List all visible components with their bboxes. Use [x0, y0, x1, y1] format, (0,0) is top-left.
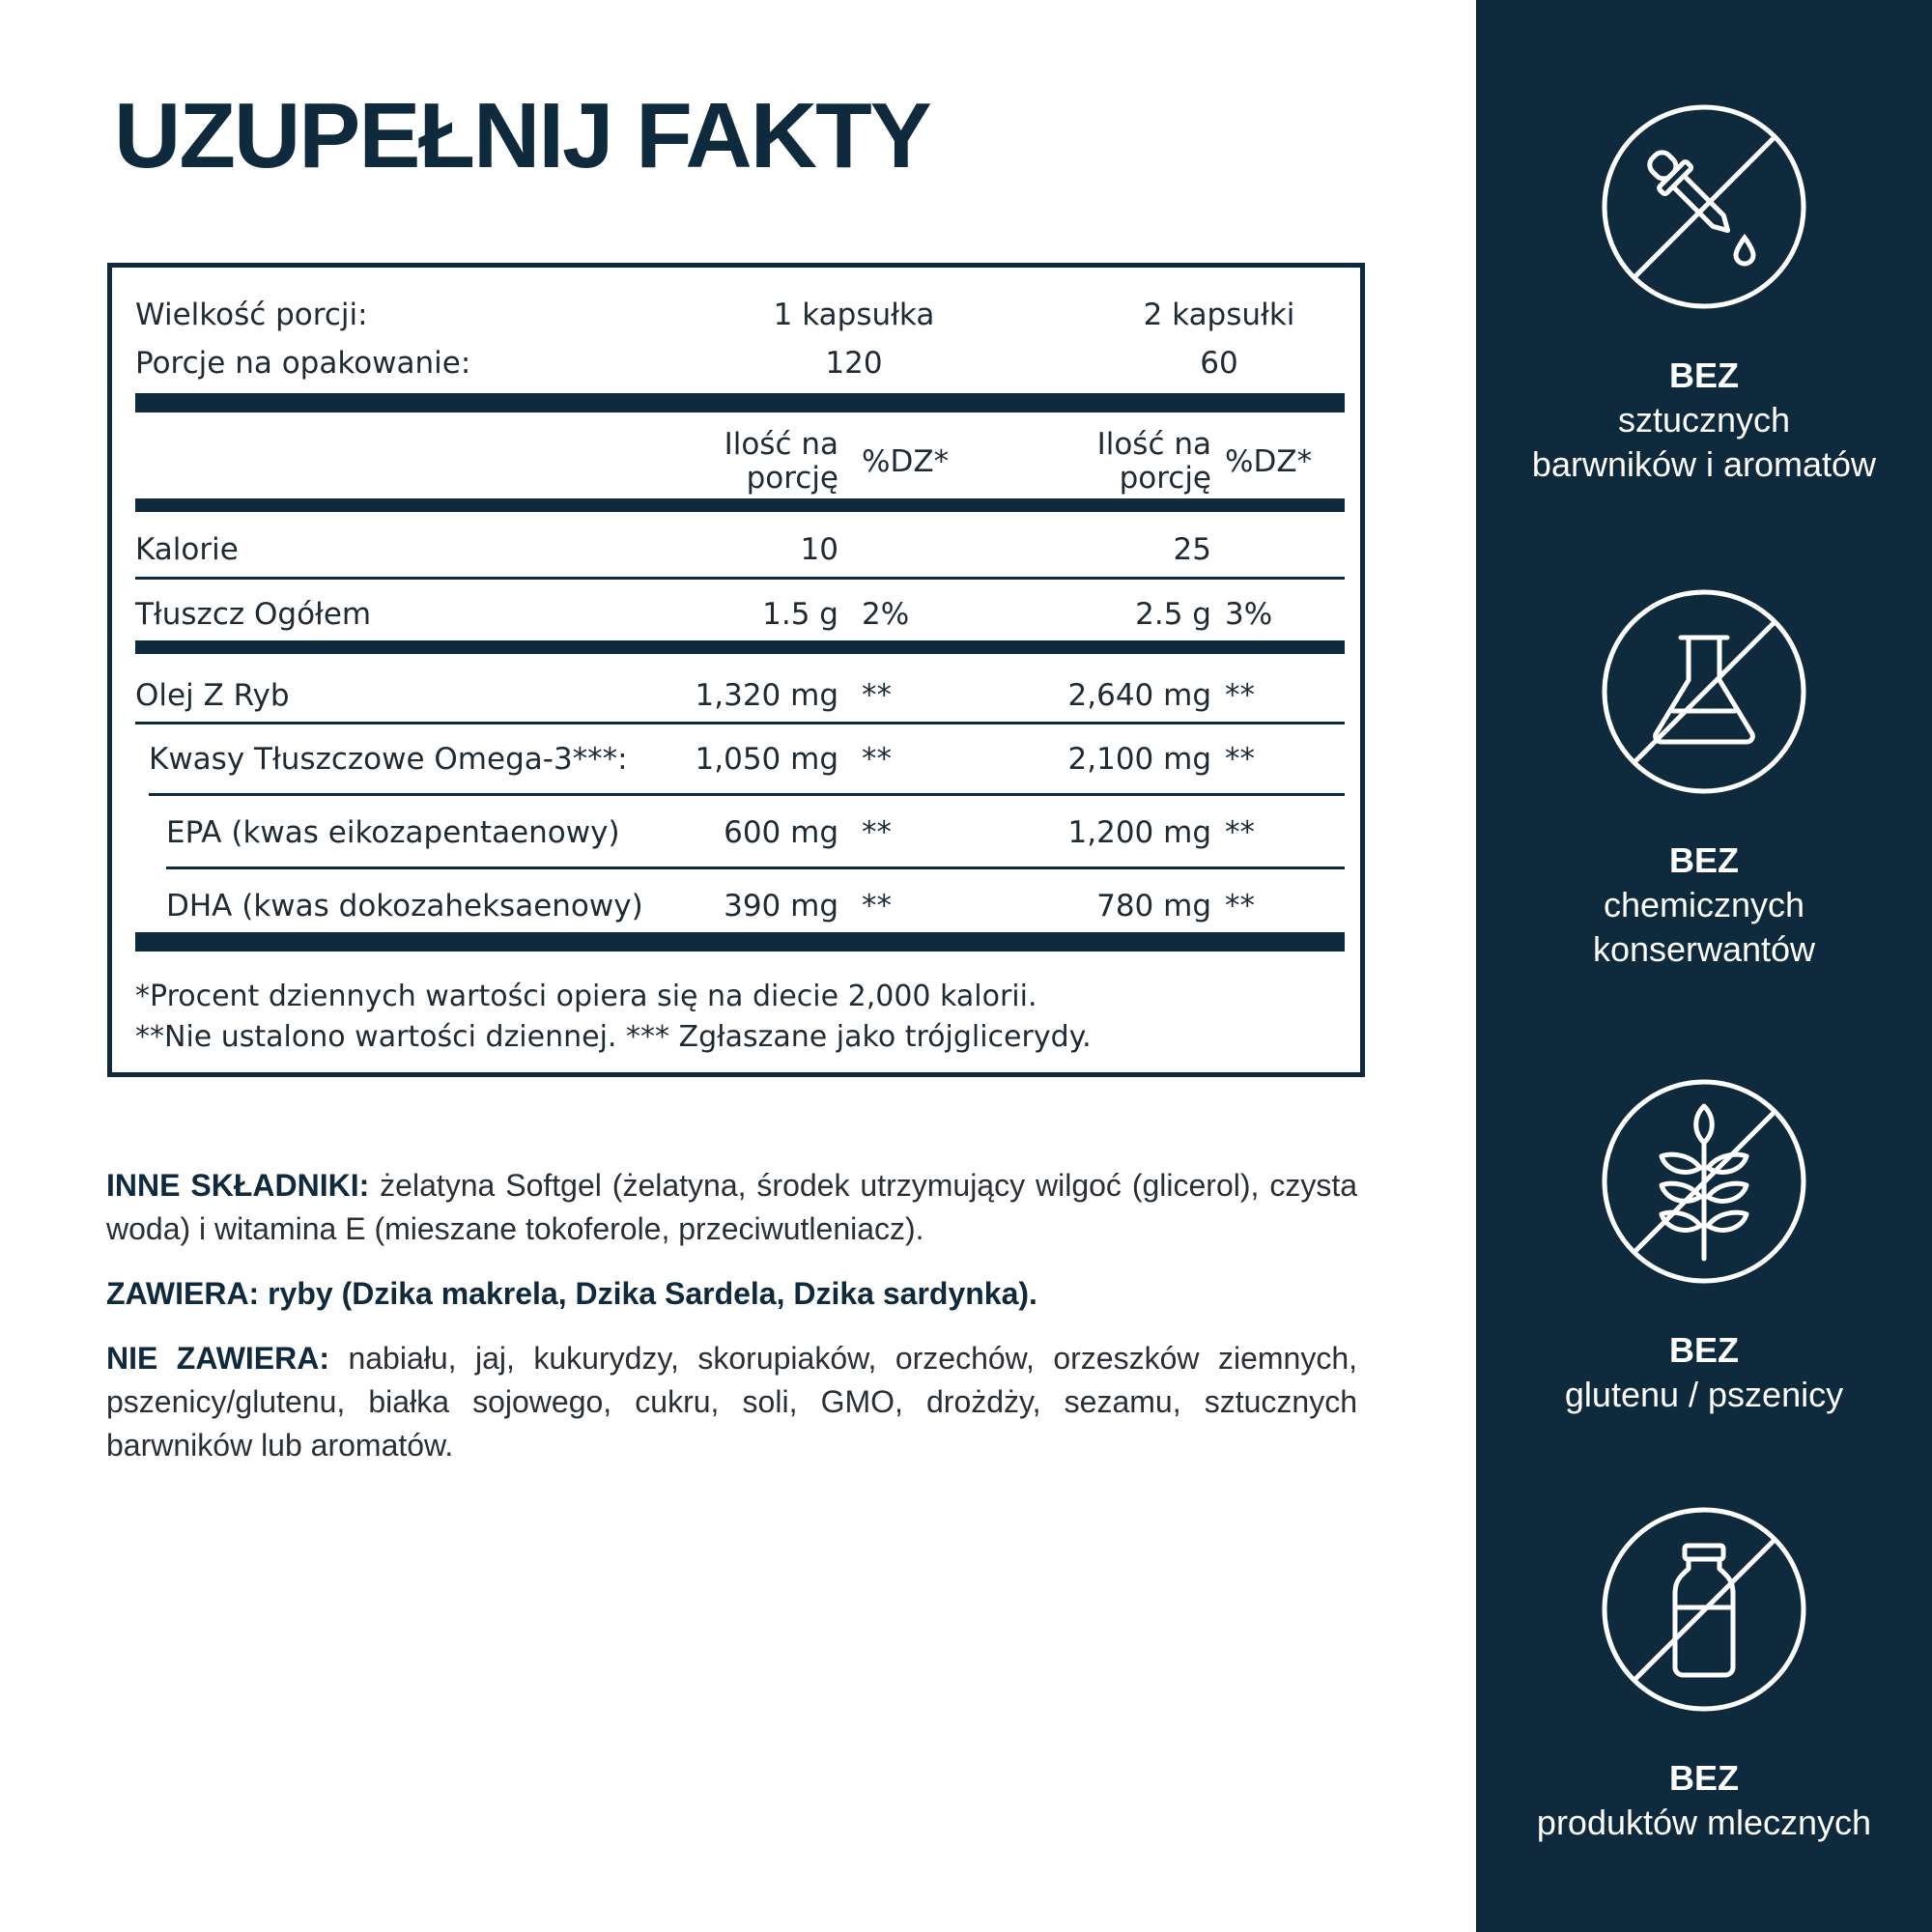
- nutrient-dv-col1: **: [862, 742, 892, 777]
- nutrient-amount-col2: 25: [1173, 532, 1211, 567]
- footnote: **Nie ustalono wartości dziennej. *** Zgłaszane jako trójglicerydy.: [135, 1020, 1092, 1054]
- badge-description: chemicznych konserwantów: [1592, 885, 1816, 969]
- nutrient-dv-col1: **: [862, 889, 892, 923]
- supplement-facts-table: [107, 263, 1365, 1077]
- badge-title: BEZ: [1669, 840, 1739, 880]
- page-title: UZUPEŁNIJ FAKTY: [114, 84, 930, 187]
- nutrient-amount-col1: 390 mg: [724, 889, 838, 923]
- divider-thin: [135, 577, 1345, 580]
- amount-header-col2: Ilość na porcję: [1096, 427, 1211, 496]
- ingredients-section: [106, 1164, 1357, 1489]
- badge-title: BEZ: [1669, 1330, 1739, 1370]
- footnote: *Procent dziennych wartości opiera się na diecie 2,000 kalorii.: [135, 980, 1037, 1013]
- badge-title: BEZ: [1669, 1758, 1739, 1798]
- nutrient-amount-col2: 2,100 mg: [1067, 742, 1211, 777]
- nutrient-dv-col1: 2%: [862, 597, 910, 632]
- nutrient-dv-col2: **: [1225, 742, 1255, 777]
- other-ingredients-text: żelatyna Softgel (żelatyna, środek utrzymujący wilgoć (glicerol), czysta woda) i witamina E (mieszane tokoferole, przeciwutleniacz).: [106, 1168, 1358, 1246]
- divider-thin: [149, 793, 1345, 796]
- nutrient-name: Kalorie: [135, 532, 239, 567]
- nutrient-amount-col2: 1,200 mg: [1067, 815, 1211, 850]
- nutrient-name: Tłuszcz Ogółem: [135, 597, 372, 632]
- badge-description: produktów mlecznych: [1536, 1803, 1872, 1842]
- nutrient-amount-col2: 2.5 g: [1135, 597, 1211, 632]
- wheat-icon: [1600, 1077, 1808, 1286]
- nutrient-amount-col2: 2,640 mg: [1067, 678, 1211, 713]
- free-from-text: nabiału, jaj, kukurydzy, skorupiaków, orzechów, orzeszków ziemnych, pszenicy/glutenu, białka sojowego, cukru, soli, GMO, drożdży, sezamu, sztucznych barwników lub aromatów.: [106, 1341, 1357, 1463]
- serving-size-col1: 1 kapsułka: [773, 298, 935, 332]
- nutrient-dv-col2: 3%: [1225, 597, 1273, 632]
- servings-count-col1: 120: [825, 346, 883, 381]
- badge-no-preservatives: [1476, 587, 1932, 972]
- divider-thick: [135, 393, 1345, 412]
- badge-title: BEZ: [1669, 355, 1739, 395]
- badge-description: glutenu / pszenicy: [1564, 1375, 1844, 1414]
- nutrient-dv-col2: **: [1225, 678, 1255, 713]
- free-from-panel: [1476, 0, 1932, 1932]
- serving-size-col2: 2 kapsułki: [1143, 298, 1295, 332]
- nutrient-amount-col1: 1,320 mg: [695, 678, 838, 713]
- nutrient-dv-col2: **: [1225, 889, 1255, 923]
- flask-icon: [1600, 587, 1808, 796]
- free-from-label: NIE ZAWIERA:: [106, 1341, 329, 1376]
- other-ingredients: [106, 1164, 1357, 1251]
- divider-thin: [135, 722, 1345, 724]
- divider-thin: [166, 867, 1345, 869]
- servings-per-container-label: Porcje na opakowanie:: [135, 346, 471, 381]
- nutrient-name: EPA (kwas eikozapentaenowy): [166, 815, 620, 850]
- badge-no-dairy: [1476, 1505, 1932, 1845]
- nutrient-dv-col2: **: [1225, 815, 1255, 850]
- nutrient-amount-col1: 10: [800, 532, 838, 567]
- dropper-icon: [1600, 102, 1808, 311]
- servings-count-col2: 60: [1200, 346, 1238, 381]
- nutrient-name: DHA (kwas dokozaheksaenowy): [166, 889, 643, 923]
- badge-no-gluten: [1476, 1077, 1932, 1417]
- nutrient-name: Kwasy Tłuszczowe Omega-3***:: [149, 742, 628, 777]
- dv-header-col1: %DZ*: [862, 444, 950, 479]
- milk-bottle-icon: [1600, 1505, 1808, 1714]
- divider-medium: [135, 498, 1345, 512]
- nutrient-name: Olej Z Ryb: [135, 678, 290, 713]
- amount-header-col1: Ilość na porcję: [724, 427, 838, 496]
- divider-medium: [135, 640, 1345, 654]
- divider-thick: [135, 932, 1345, 952]
- nutrient-dv-col1: **: [862, 815, 892, 850]
- nutrient-amount-col1: 1.5 g: [762, 597, 838, 632]
- other-ingredients-label: INNE SKŁADNIKI:: [106, 1168, 370, 1203]
- contains-statement: ZAWIERA: ryby (Dzika makrela, Dzika Sardela, Dzika sardynka).: [106, 1276, 1037, 1311]
- nutrient-dv-col1: **: [862, 678, 892, 713]
- dv-header-col2: %DZ*: [1225, 444, 1313, 479]
- serving-size-label: Wielkość porcji:: [135, 298, 368, 332]
- free-from-statement: [106, 1337, 1357, 1467]
- nutrient-amount-col2: 780 mg: [1096, 889, 1211, 923]
- nutrient-amount-col1: 1,050 mg: [695, 742, 838, 777]
- badge-description: sztucznych barwników i aromatów: [1531, 400, 1877, 484]
- badge-no-artificial-colors: [1476, 102, 1932, 487]
- nutrient-amount-col1: 600 mg: [724, 815, 838, 850]
